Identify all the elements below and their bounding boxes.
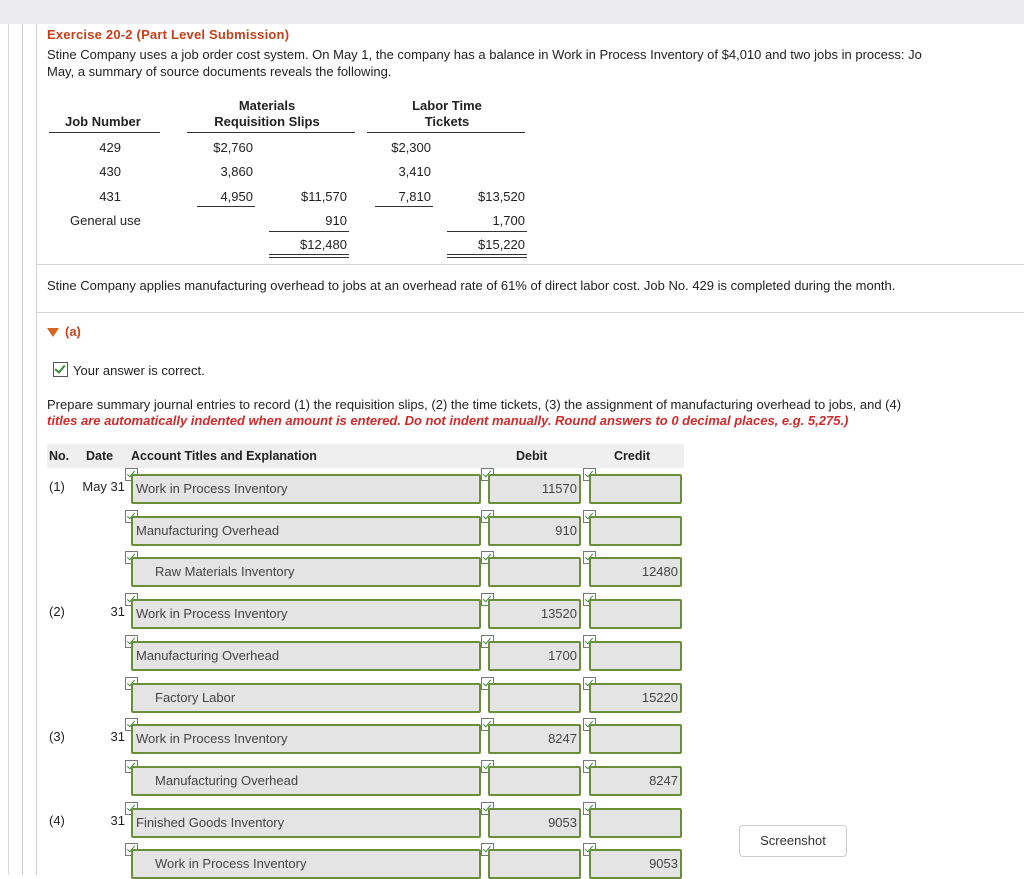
debit-field[interactable]: 1700 xyxy=(488,641,581,671)
credit-field[interactable] xyxy=(589,516,682,546)
entry-date: 31 xyxy=(110,604,125,619)
instructions-line-2: titles are automatically indented when amount is entered. Do not indent manually. Round answers to 0 decimal places, e.g. 5,275.) xyxy=(47,413,849,428)
account-title-field[interactable]: Work in Process Inventory xyxy=(131,474,481,504)
credit-field[interactable]: 12480 xyxy=(589,557,682,587)
labor-grand-total: $15,220 xyxy=(478,237,525,252)
row-430-job: 430 xyxy=(99,164,121,179)
credit-field[interactable] xyxy=(589,641,682,671)
header-rule-job xyxy=(49,132,160,133)
entry-number: (3) xyxy=(49,729,65,744)
header-account: Account Titles and Explanation xyxy=(131,449,317,463)
account-title-field[interactable]: Manufacturing Overhead xyxy=(131,641,481,671)
debit-field[interactable]: 8247 xyxy=(488,724,581,754)
header-date: Date xyxy=(86,449,114,463)
row-429-job: 429 xyxy=(99,140,121,155)
credit-field[interactable]: 8247 xyxy=(589,766,682,796)
materials-general-use: 910 xyxy=(325,213,347,228)
answer-status-text: Your answer is correct. xyxy=(73,363,205,378)
entry-date: 31 xyxy=(110,729,125,744)
credit-field[interactable] xyxy=(589,599,682,629)
answer-status xyxy=(53,362,205,378)
row-430-materials: 3,860 xyxy=(220,164,253,179)
account-title-field[interactable]: Raw Materials Inventory xyxy=(131,557,481,587)
exercise-intro xyxy=(47,46,1022,80)
instructions xyxy=(47,397,1022,429)
account-title-field[interactable]: Manufacturing Overhead xyxy=(131,766,481,796)
row-429-labor: $2,300 xyxy=(391,140,431,155)
labor-general-use: 1,700 xyxy=(492,213,525,228)
account-title-field[interactable]: Manufacturing Overhead xyxy=(131,516,481,546)
row-431-labor: 7,810 xyxy=(398,189,431,204)
header-no: No. xyxy=(49,449,70,463)
screenshot-button[interactable]: Screenshot xyxy=(739,825,847,857)
part-a-toggle[interactable] xyxy=(47,324,81,339)
intro-line-1: Stine Company uses a job order cost system. On May 1, the company has a balance in Work in Process Inventory of $4,010 and two jobs in process: Jo xyxy=(47,47,922,62)
materials-double-rule-2 xyxy=(269,257,349,258)
left-rail xyxy=(0,24,23,875)
instructions-line-1: Prepare summary journal entries to record (1) the requisition slips, (2) the time tickets, (3) the assignment of manufacturing overhead to jobs, and (4) xyxy=(47,397,902,412)
credit-field[interactable] xyxy=(589,474,682,504)
exercise-title: Exercise 20-2 (Part Level Submission) xyxy=(47,27,290,42)
row-431-job: 431 xyxy=(99,189,121,204)
collapse-triangle-icon xyxy=(47,328,59,337)
labor-subtotal-rule xyxy=(375,206,433,207)
entry-date: May 31 xyxy=(82,479,125,494)
debit-field[interactable] xyxy=(488,766,581,796)
materials-double-rule-1 xyxy=(269,254,349,255)
account-title-field[interactable]: Finished Goods Inventory xyxy=(131,808,481,838)
materials-grand-total: $12,480 xyxy=(300,237,347,252)
credit-field[interactable]: 9053 xyxy=(589,849,682,879)
header-materials: Materials xyxy=(238,98,296,113)
header-requisition-slips: Requisition Slips xyxy=(214,114,320,129)
materials-subtotal-rule xyxy=(197,206,255,207)
entry-number: (2) xyxy=(49,604,65,619)
entry-date: 31 xyxy=(110,813,125,828)
rail-divider xyxy=(8,24,9,875)
debit-field[interactable]: 13520 xyxy=(488,599,581,629)
labor-jobs-subtotal: $13,520 xyxy=(478,189,525,204)
header-labor-time: Labor Time xyxy=(412,98,482,113)
debit-field[interactable]: 910 xyxy=(488,516,581,546)
labor-double-rule-2 xyxy=(447,257,527,258)
debit-field[interactable]: 11570 xyxy=(488,474,581,504)
materials-total-rule xyxy=(269,231,349,232)
header-credit: Credit xyxy=(614,449,651,463)
entry-number: (1) xyxy=(49,479,65,494)
debit-field[interactable] xyxy=(488,683,581,713)
labor-double-rule-1 xyxy=(447,254,527,255)
account-title-field[interactable]: Work in Process Inventory xyxy=(131,724,481,754)
account-title-field[interactable]: Work in Process Inventory xyxy=(131,849,481,879)
credit-field[interactable] xyxy=(589,724,682,754)
row-431-materials: 4,950 xyxy=(220,189,253,204)
header-rule-materials xyxy=(187,132,355,133)
row-429-materials: $2,760 xyxy=(213,140,253,155)
intro-line-2: May, a summary of source documents reveals the following. xyxy=(47,64,392,79)
header-debit: Debit xyxy=(516,449,548,463)
check-icon xyxy=(53,362,68,377)
journal-header xyxy=(47,444,684,468)
debit-field[interactable] xyxy=(488,557,581,587)
part-a-label: (a) xyxy=(65,324,81,339)
credit-field[interactable] xyxy=(589,808,682,838)
materials-jobs-subtotal: $11,570 xyxy=(300,189,347,204)
row-430-labor: 3,410 xyxy=(398,164,431,179)
header-tickets: Tickets xyxy=(424,114,470,129)
account-title-field[interactable]: Factory Labor xyxy=(131,683,481,713)
credit-field[interactable]: 15220 xyxy=(589,683,682,713)
exercise-panel xyxy=(36,24,1024,875)
overhead-note: Stine Company applies manufacturing overhead to jobs at an overhead rate of 61% of direct labor cost. Job No. 429 is completed during the month. xyxy=(47,278,896,293)
entry-number: (4) xyxy=(49,813,65,828)
separator-part-a xyxy=(37,312,1024,313)
separator-top xyxy=(37,264,1024,265)
labor-total-rule xyxy=(447,231,527,232)
header-rule-labor xyxy=(367,132,525,133)
debit-field[interactable]: 9053 xyxy=(488,808,581,838)
header-job-number: Job Number xyxy=(65,114,141,129)
top-bar xyxy=(0,0,1024,24)
row-general-use-label: General use xyxy=(70,213,141,228)
account-title-field[interactable]: Work in Process Inventory xyxy=(131,599,481,629)
